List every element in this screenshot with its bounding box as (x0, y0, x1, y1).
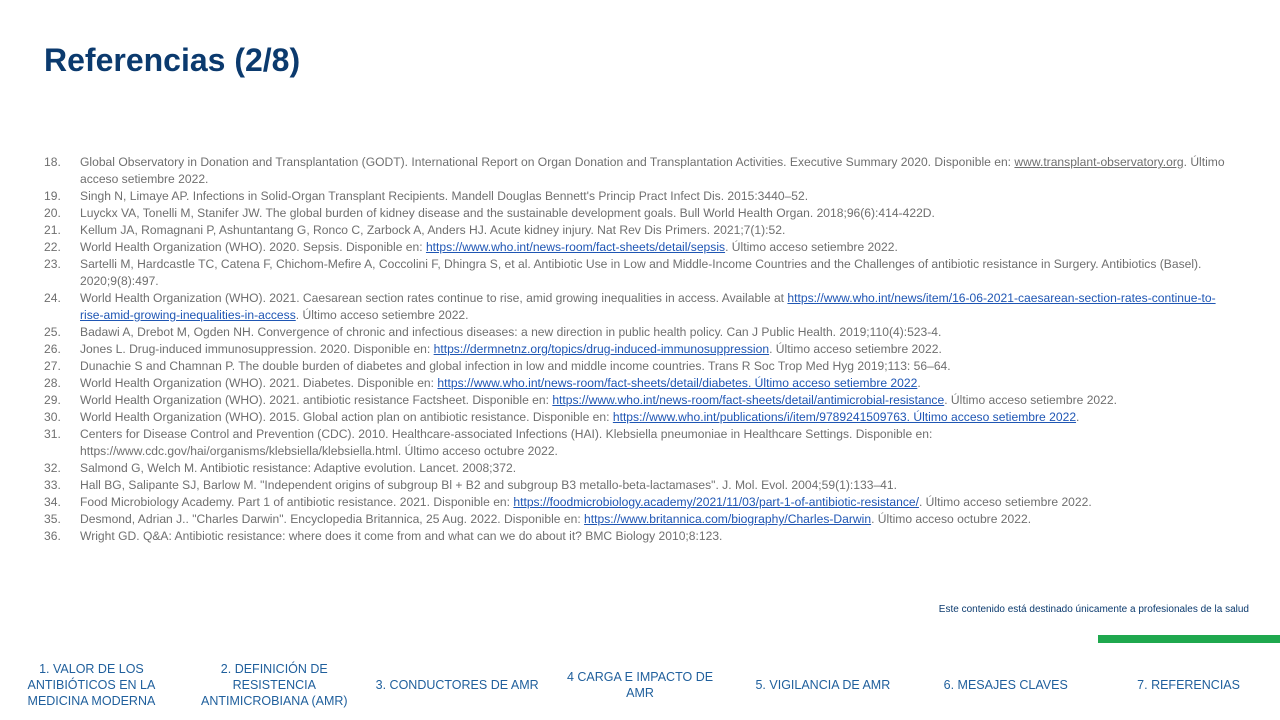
disclaimer-text: Este contenido está destinado únicamente a profesionales de la salud (938, 604, 1249, 615)
reference-item (44, 511, 1234, 528)
reference-text: Sartelli M, Hardcastle TC, Catena F, Chichom-Mefire A, Coccolini F, Dhingra S, et al. Antibiotic Use in Low and Middle-Income Countries and the Challenges of antibiotic resistance in Surgery. Antibiotics (Basel). 2020;9(8):497. (80, 257, 1202, 288)
reference-number: 25. (44, 325, 61, 339)
nav-item-7[interactable]: 7. REFERENCIAS (1137, 678, 1240, 692)
reference-item (44, 375, 1234, 392)
reference-text: Wright GD. Q&A: Antibiotic resistance: where does it come from and what can we do about it? BMC Biology 2010;8:123. (80, 529, 723, 543)
reference-number: 30. (44, 410, 61, 424)
reference-text: Centers for Disease Control and Prevention (CDC). 2010. Healthcare-associated Infections (HAI). Klebsiella pneumoniae in Healthcare Settings. Disponible en: https://www.cdc.gov/hai/organisms/klebsiella/klebsiella.html. Último acceso octubre 2022. (80, 427, 933, 458)
reference-text: World Health Organization (WHO). 2021. Diabetes. Disponible en: (80, 376, 438, 390)
reference-text: . Último acceso setiembre 2022. (295, 308, 469, 322)
reference-list (44, 154, 1234, 545)
reference-text: Badawi A, Drebot M, Ogden NH. Convergence of chronic and infectious diseases: a new direction in public health policy. Can J Public Health. 2019;110(4):523-4. (80, 325, 942, 339)
section-nav (0, 650, 1280, 720)
reference-link[interactable]: https://www.who.int/news/item/16-06-2021-caesarean-section-rates-continue-to-rise-amid-growing-inequalities-in-access (80, 291, 1216, 322)
reference-text: Hall BG, Salipante SJ, Barlow M. "Independent origins of subgroup Bl + B2 and subgroup B3 metallo-beta-lactamases". J. Mol. Evol. 2004;59(1):133–41. (80, 478, 897, 492)
reference-link[interactable]: https://www.who.int/publications/i/item/9789241509763. Último acceso setiembre 2022 (612, 410, 1077, 424)
reference-item (44, 477, 1234, 494)
reference-item (44, 494, 1234, 511)
reference-item (44, 341, 1234, 358)
reference-item (44, 290, 1234, 324)
nav-item-3[interactable]: 3. CONDUCTORES DE AMR (375, 678, 539, 692)
reference-link[interactable]: https://www.who.int/news-room/fact-sheets/detail/antimicrobial-resistance (552, 393, 945, 407)
reference-text: . Último acceso setiembre 2022. (944, 393, 1117, 407)
nav-item-4[interactable]: 4 CARGA E IMPACTO DE AMR (566, 670, 714, 700)
reference-text: . (917, 376, 921, 390)
reference-item (44, 460, 1234, 477)
reference-link[interactable]: https://foodmicrobiology.academy/2021/11/03/part-1-of-antibiotic-resistance/ (513, 495, 919, 509)
reference-number: 20. (44, 206, 61, 220)
reference-text: World Health Organization (WHO). 2021. Caesarean section rates continue to rise, amid growing inequalities in access. Available at (80, 291, 788, 305)
reference-item (44, 426, 1234, 460)
reference-number: 26. (44, 342, 61, 356)
reference-item (44, 188, 1234, 205)
reference-number: 33. (44, 478, 61, 492)
reference-item (44, 392, 1234, 409)
reference-text: Desmond, Adrian J.. "Charles Darwin". Encyclopedia Britannica, 25 Aug. 2022. Disponible en: (80, 512, 585, 526)
reference-number: 21. (44, 223, 61, 237)
nav-item-6[interactable]: 6. MESAJES CLAVES (943, 678, 1068, 692)
reference-text: Kellum JA, Romagnani P, Ashuntantang G, Ronco C, Zarbock A, Anders HJ. Acute kidney injury. Nat Rev Dis Primers. 2021;7(1):52. (80, 223, 786, 237)
reference-number: 22. (44, 240, 61, 254)
reference-text: Singh N, Limaye AP. Infections in Solid-Organ Transplant Recipients. Mandell Douglas Bennett's Princip Pract Infect Dis. 2015:3440–52. (80, 189, 809, 203)
reference-number: 18. (44, 155, 61, 169)
reference-item (44, 154, 1234, 188)
reference-number: 36. (44, 529, 61, 543)
reference-number: 34. (44, 495, 61, 509)
reference-number: 19. (44, 189, 61, 203)
reference-item (44, 409, 1234, 426)
reference-number: 27. (44, 359, 61, 373)
reference-number: 35. (44, 512, 61, 526)
reference-item (44, 528, 1234, 545)
reference-text: World Health Organization (WHO). 2020. Sepsis. Disponible en: (80, 240, 426, 254)
reference-text: . Último acceso octubre 2022. (871, 512, 1032, 526)
nav-item-2[interactable]: 2. DEFINICIÓN DE RESISTENCIA ANTIMICROBIANA (AMR) (201, 662, 348, 708)
reference-text: Luyckx VA, Tonelli M, Stanifer JW. The global burden of kidney disease and the sustainable development goals. Bull World Health Organ. 2018;96(6):414-422D. (80, 206, 935, 220)
reference-item (44, 324, 1234, 341)
reference-number: 24. (44, 291, 61, 305)
reference-link[interactable]: https://www.who.int/news-room/fact-sheets/detail/sepsis (425, 240, 726, 254)
reference-text: Jones L. Drug-induced immunosuppression. 2020. Disponible en: (80, 342, 434, 356)
reference-number: 31. (44, 427, 61, 441)
reference-text: . Último acceso setiembre 2022. (80, 155, 1225, 186)
reference-text: . Último acceso setiembre 2022. (769, 342, 942, 356)
nav-item-1[interactable]: 1. VALOR DE LOS ANTIBIÓTICOS EN LA MEDICINA MODERNA (27, 662, 156, 708)
reference-number: 32. (44, 461, 61, 475)
page-title: Referencias (2/8) (44, 42, 301, 78)
reference-item (44, 358, 1234, 375)
reference-number: 29. (44, 393, 61, 407)
reference-text: World Health Organization (WHO). 2021. antibiotic resistance Factsheet. Disponible en: (80, 393, 553, 407)
reference-link[interactable]: https://www.who.int/news-room/fact-sheets/detail/diabetes. Último acceso setiembre 2022 (437, 376, 918, 390)
nav-item-5[interactable]: 5. VIGILANCIA DE AMR (755, 678, 891, 692)
reference-text: . (1076, 410, 1080, 424)
reference-text: World Health Organization (WHO). 2015. Global action plan on antibiotic resistance. Disponible en: (80, 410, 613, 424)
reference-number: 23. (44, 257, 61, 271)
reference-text: Dunachie S and Chamnan P. The double burden of diabetes and global infection in low and middle income countries. Trans R Soc Trop Med Hyg 2019;113: 56–64. (80, 359, 951, 373)
reference-text: . Último acceso setiembre 2022. (918, 495, 1092, 509)
active-section-indicator (1098, 635, 1280, 643)
reference-item (44, 256, 1234, 290)
reference-text: Food Microbiology Academy. Part 1 of antibiotic resistance. 2021. Disponible en: (80, 495, 514, 509)
reference-item (44, 205, 1234, 222)
reference-text: Global Observatory in Donation and Transplantation (GODT). International Report on Organ Donation and Transplantation Activities. Executive Summary 2020. Disponible en: (80, 155, 1015, 169)
reference-item (44, 239, 1234, 256)
reference-text: Salmond G, Welch M. Antibiotic resistance: Adaptive evolution. Lancet. 2008;372. (80, 461, 517, 475)
reference-link[interactable]: https://dermnetnz.org/topics/drug-induced-immunosuppression (433, 342, 770, 356)
reference-text: . Último acceso setiembre 2022. (725, 240, 898, 254)
reference-link[interactable]: https://www.britannica.com/biography/Charles-Darwin (584, 512, 872, 526)
reference-link[interactable]: www.transplant-observatory.org (1014, 155, 1184, 169)
reference-number: 28. (44, 376, 61, 390)
reference-item (44, 222, 1234, 239)
